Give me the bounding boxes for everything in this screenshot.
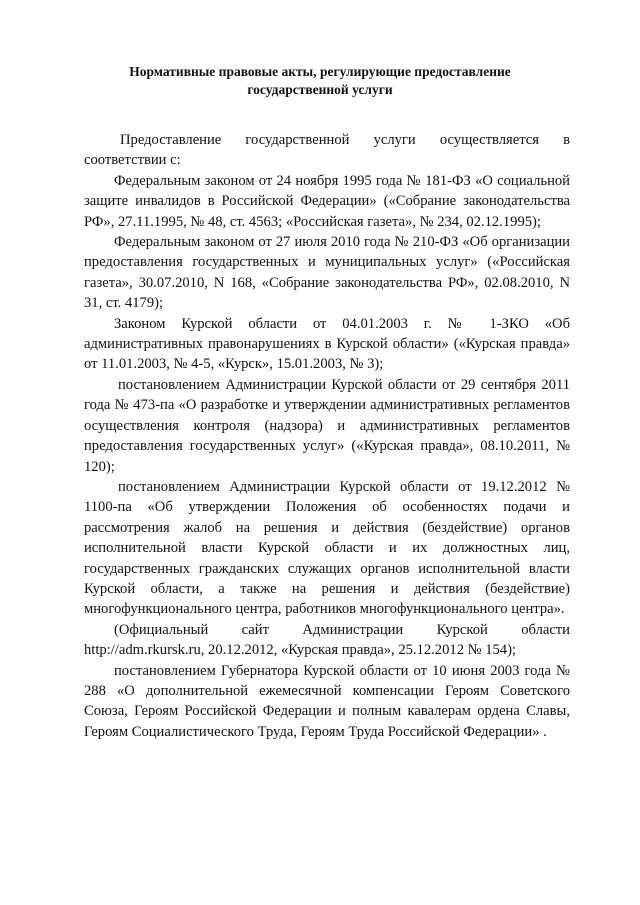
paragraph-official-site: (Официальный сайт Администрации Курской области http://adm.rkursk.ru, 20.12.2012, «Курская правда», 25.12.2012 № 154); (84, 621, 570, 659)
paragraph-resolution-473pa: постановлением Администрации Курской области от 29 сентября 2011 года № 473-па «О разработке и утверждении административных регламентов осуществления контроля (надзора) и административных регламентов предоставления государственных услуг» («Курская правда», 08.10.2011, № 120); (84, 376, 570, 475)
paragraph-resolution-1100pa: постановлением Администрации Курской области от 19.12.2012 № 1100-па «Об утверждении Положения об особенностях подачи и рассмотрения жалоб на решения и действия (бездействие) органов исполнительной власти Курской области и их должностных лиц, государственных гражданских служащих органов исполнительной власти Курской области, а также на решения и действия (бездействие) многофункционального центра, работников многофункционального центра». (84, 478, 570, 618)
document-title (70, 63, 570, 99)
paragraph-law-181fz: Федеральным законом от 24 ноября 1995 года № 181-ФЗ «О социальной защите инвалидов в Российской Федерации» («Собрание законодательства РФ», 27.11.1995, № 48, ст. 4563; «Российская газета», № 234, 02.12.1995); (84, 172, 570, 230)
paragraph-law-1zko: Законом Курской области от 04.01.2003 г. № 1-ЗКО «Об административных правонарушениях в Курской области» («Курская правда» от 11.01.2003, № 4-5, «Курск», 15.01.2003, № 3); (84, 315, 570, 373)
paragraph-intro: Предоставление государственной услуги осуществляется в соответствии с: (84, 132, 570, 169)
document-body (84, 130, 570, 742)
title-line-1: Нормативные правовые акты, регулирующие предоставление (129, 64, 511, 79)
title-line-2: государственной услуги (247, 82, 393, 97)
paragraph-law-210fz: Федеральным законом от 27 июля 2010 года № 210-ФЗ «Об организации предоставления государственных и муниципальных услуг» («Российская газета», 30.07.2010, N 168, «Собрание законодательства РФ», 02.08.2010, N 31, ст. 4179); (84, 234, 570, 312)
paragraph-governor-decree-288: постановлением Губернатора Курской области от 10 июня 2003 года № 288 «О дополнительной ежемесячной компенсации Героям Советского Союза, Героям Российской Федерации и полным кавалерам ордена Славы, Героям Социалистического Труда, Героям Труда Российской Федерации» . (84, 662, 570, 740)
